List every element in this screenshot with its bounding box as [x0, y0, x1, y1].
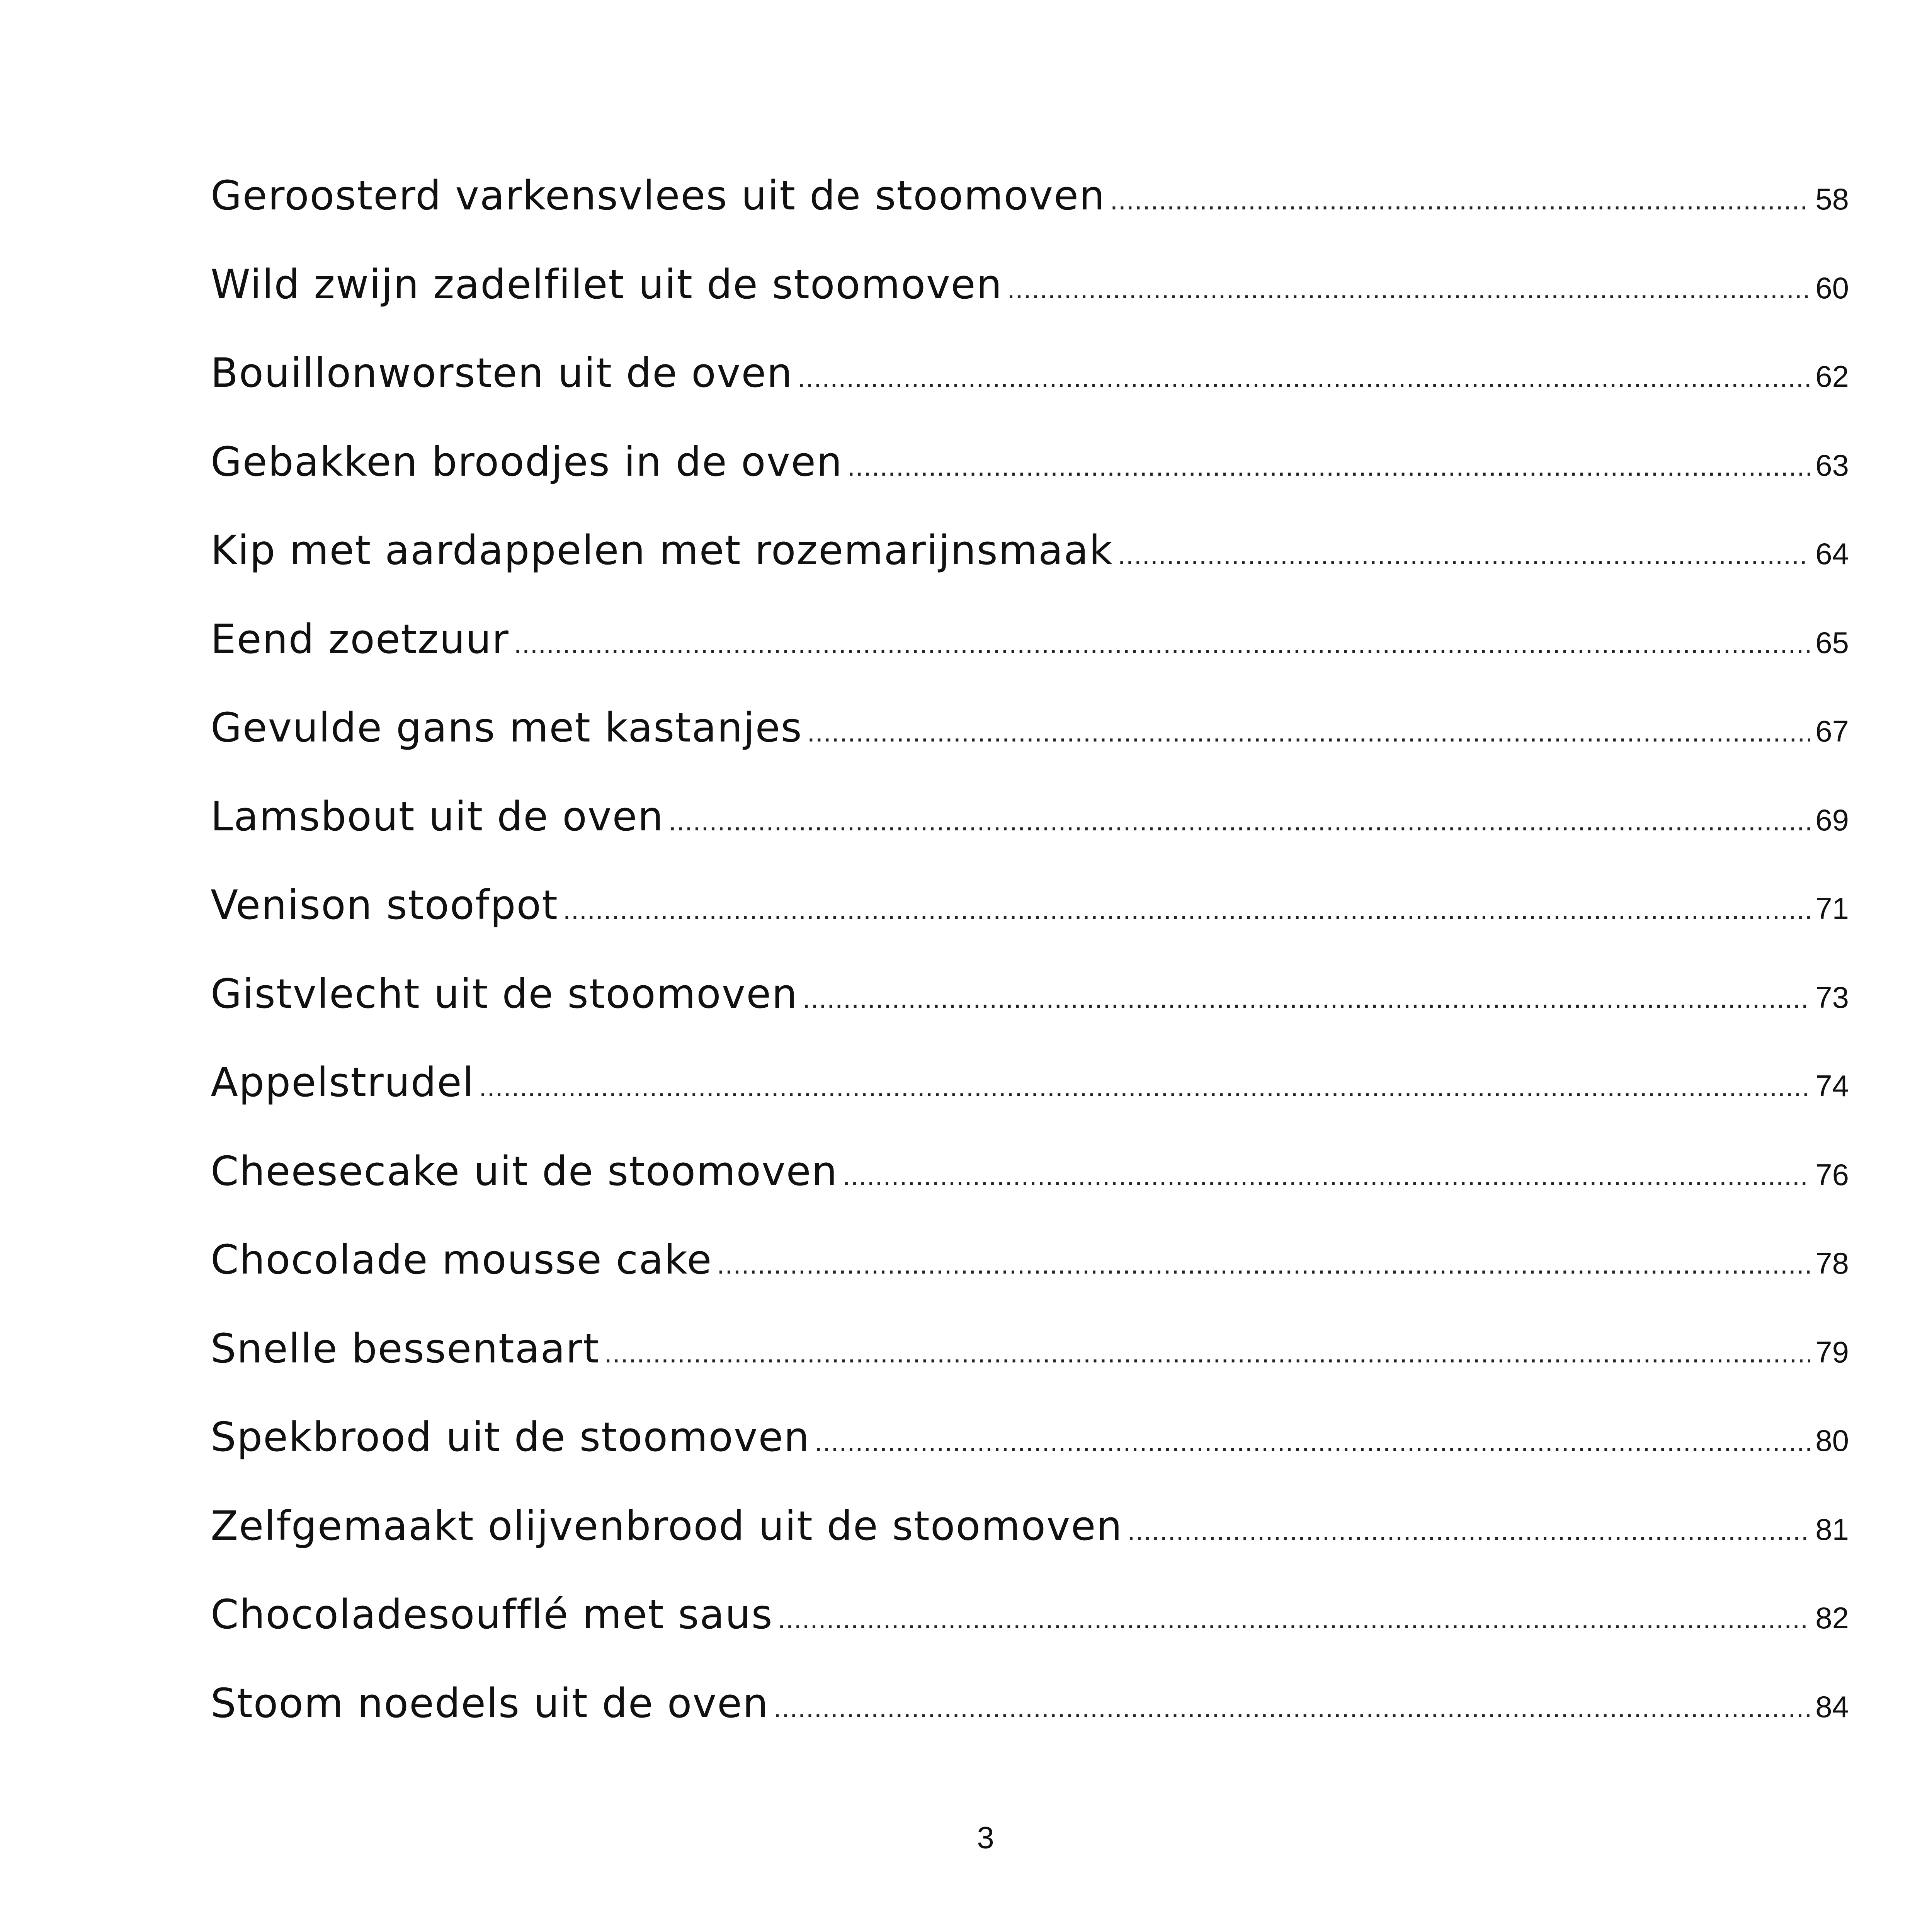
toc-entry-title: Stoom noedels uit de oven — [211, 1679, 769, 1727]
toc-dot-leader — [1127, 1515, 1810, 1546]
toc-entry-title: Chocolade mousse cake — [211, 1236, 713, 1283]
toc-dot-leader — [604, 1337, 1810, 1369]
toc-entry[interactable] — [211, 881, 1849, 970]
toc-dot-leader — [479, 1071, 1810, 1103]
toc-entry-title: Gistvlecht uit de stoomoven — [211, 970, 798, 1017]
toc-entry-title: Geroosterd varkensvlees uit de stoomoven — [211, 172, 1105, 219]
toc-dot-leader — [514, 628, 1810, 660]
page-number: 3 — [977, 1820, 994, 1855]
toc-entry[interactable] — [211, 438, 1849, 527]
toc-entry-page: 73 — [1815, 980, 1849, 1014]
toc-entry-title: Chocoladesoufflé met saus — [211, 1591, 773, 1638]
toc-entry-title: Cheesecake uit de stoomoven — [211, 1147, 838, 1195]
toc-dot-leader — [847, 451, 1810, 482]
toc-dot-leader — [1118, 539, 1810, 571]
toc-entry[interactable] — [211, 970, 1849, 1059]
toc-dot-leader — [774, 1692, 1810, 1724]
toc-entry-page: 81 — [1815, 1512, 1849, 1546]
toc-entry[interactable] — [211, 1148, 1849, 1236]
toc-entry[interactable] — [211, 1325, 1849, 1414]
toc-entry[interactable] — [211, 704, 1849, 793]
toc-dot-leader — [807, 716, 1810, 748]
toc-entry[interactable] — [211, 1059, 1849, 1148]
toc-entry-title: Spekbrood uit de stoomoven — [211, 1413, 810, 1461]
toc-entry-title: Wild zwijn zadelfilet uit de stoomoven — [211, 260, 1003, 308]
toc-entry-page: 80 — [1815, 1423, 1849, 1458]
toc-dot-leader — [815, 1426, 1810, 1458]
toc-entry-title: Lamsbout uit de oven — [211, 793, 664, 840]
toc-entry-title: Zelfgemaakt olijvenbrood uit de stoomoven — [211, 1502, 1123, 1549]
toc-entry-title: Gebakken broodjes in de oven — [211, 438, 843, 485]
toc-entry-title: Venison stoofpot — [211, 881, 558, 929]
toc-entry[interactable] — [211, 1591, 1849, 1680]
toc-entry[interactable] — [211, 527, 1849, 616]
toc-entry[interactable] — [211, 793, 1849, 882]
table-of-contents — [211, 172, 1849, 1768]
toc-entry[interactable] — [211, 1680, 1849, 1769]
toc-entry-page: 63 — [1815, 448, 1849, 482]
toc-entry[interactable] — [211, 349, 1849, 438]
toc-entry-page: 58 — [1815, 182, 1849, 216]
toc-entry[interactable] — [211, 616, 1849, 704]
toc-entry-page: 62 — [1815, 359, 1849, 393]
toc-entry-page: 78 — [1815, 1246, 1849, 1280]
toc-entry-page: 69 — [1815, 803, 1849, 837]
toc-entry-page: 74 — [1815, 1069, 1849, 1103]
toc-entry-title: Eend zoetzuur — [211, 615, 509, 663]
toc-entry-page: 67 — [1815, 714, 1849, 748]
toc-entry[interactable] — [211, 1413, 1849, 1502]
toc-entry-title: Snelle bessentaart — [211, 1325, 600, 1372]
toc-entry-title: Appelstrudel — [211, 1059, 474, 1106]
toc-entry-page: 60 — [1815, 270, 1849, 305]
toc-dot-leader — [842, 1160, 1810, 1192]
toc-entry-title: Bouillonworsten uit de oven — [211, 349, 793, 396]
toc-entry-page: 79 — [1815, 1335, 1849, 1369]
toc-dot-leader — [798, 362, 1810, 393]
toc-dot-leader — [803, 983, 1810, 1014]
toc-entry-page: 84 — [1815, 1689, 1849, 1724]
toc-entry[interactable] — [211, 1502, 1849, 1591]
toc-entry-page: 76 — [1815, 1157, 1849, 1192]
toc-entry-page: 64 — [1815, 537, 1849, 571]
toc-dot-leader — [1110, 184, 1810, 216]
toc-entry-title: Kip met aardappelen met rozemarijnsmaak — [211, 527, 1113, 574]
toc-entry-page: 65 — [1815, 625, 1849, 660]
toc-entry-page: 71 — [1815, 891, 1849, 925]
toc-dot-leader — [778, 1603, 1810, 1635]
toc-dot-leader — [717, 1248, 1810, 1280]
toc-entry[interactable] — [211, 1236, 1849, 1325]
toc-entry-page: 82 — [1815, 1601, 1849, 1635]
toc-dot-leader — [563, 894, 1810, 925]
toc-entry-title: Gevulde gans met kastanjes — [211, 704, 803, 751]
toc-dot-leader — [1007, 273, 1810, 305]
toc-entry[interactable] — [211, 172, 1849, 261]
toc-entry[interactable] — [211, 261, 1849, 350]
toc-dot-leader — [668, 805, 1810, 837]
